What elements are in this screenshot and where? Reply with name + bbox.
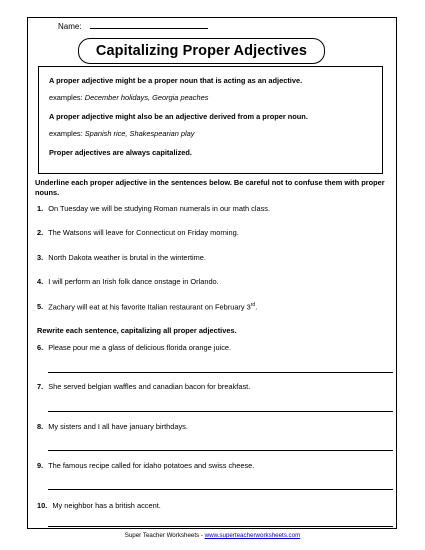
footer [0,532,425,539]
rules-box [38,66,383,174]
list-item [37,382,250,391]
title-box [78,38,325,64]
rule-2: A proper adjective might also be an adjective derived from a proper noun. [49,112,308,121]
name-field [58,21,208,31]
item-number: 9. [37,461,44,470]
name-label: Name: [58,22,82,31]
list-item [37,501,161,510]
example-1: December holidays, Georgia peaches [84,93,209,102]
list-item [37,228,239,237]
item-number: 3. [37,253,44,262]
item-text: On Tuesday we will be studying Roman numerals in our math class. [48,204,271,213]
page-title: Capitalizing Proper Adjectives [95,43,308,59]
item-text: The Watsons will leave for Connecticut on Friday morning. [48,228,239,237]
item-number: 4. [37,277,44,286]
worksheet-border [27,17,397,529]
item-text: My sisters and I all have january birthdays. [48,422,188,431]
item-text: The famous recipe called for idaho potatoes and swiss cheese. [48,461,255,470]
item-text: Please pour me a glass of delicious florida orange juice. [48,343,232,352]
item-number: 1. [37,204,44,213]
list-item [37,343,231,352]
item-text: She served belgian waffles and canadian bacon for breakfast. [48,382,251,391]
item-text: I will perform an Irish folk dance onstage in Orlando. [48,277,219,286]
ordinal-suffix: rd [250,302,256,308]
item-number: 8. [37,422,44,431]
footer-text: Super Teacher Worksheets - [124,532,205,539]
answer-line[interactable] [48,450,393,451]
name-line[interactable] [90,21,208,29]
rule-1: A proper adjective might be a proper noun that is acting as an adjective. [49,76,303,85]
examples-label: examples: [49,129,83,138]
list-item [37,204,270,213]
example-1-row [49,93,208,102]
item-text: My neighbor has a british accent. [52,501,161,510]
list-item [37,461,254,470]
rule-3: Proper adjectives are always capitalized. [49,148,192,157]
examples-label: examples: [49,93,83,102]
section-1-instruction: Underline each proper adjective in the sentences below. Be careful not to confuse them with proper nouns. [35,178,385,197]
list-item [37,302,257,311]
item-end: . [255,302,258,312]
list-item [37,277,219,286]
answer-line[interactable] [48,489,393,490]
answer-line[interactable] [48,526,393,527]
item-text: North Dakota weather is brutal in the wintertime. [48,253,206,262]
item-number: 10. [37,501,48,510]
item-number: 5. [37,302,44,312]
item-number: 6. [37,343,44,352]
section-2-instruction: Rewrite each sentence, capitalizing all proper adjectives. [37,326,237,335]
item-number: 7. [37,382,44,391]
item-text: Zachary will eat at his favorite Italian restaurant on February 3 [48,302,251,312]
example-2: Spanish rice, Shakespearian play [84,129,195,138]
item-number: 2. [37,228,44,237]
list-item [37,422,188,431]
list-item [37,253,206,262]
footer-link[interactable]: www.superteacherworksheets.com [204,532,301,539]
answer-line[interactable] [48,372,393,373]
answer-line[interactable] [48,411,393,412]
example-2-row [49,129,194,138]
